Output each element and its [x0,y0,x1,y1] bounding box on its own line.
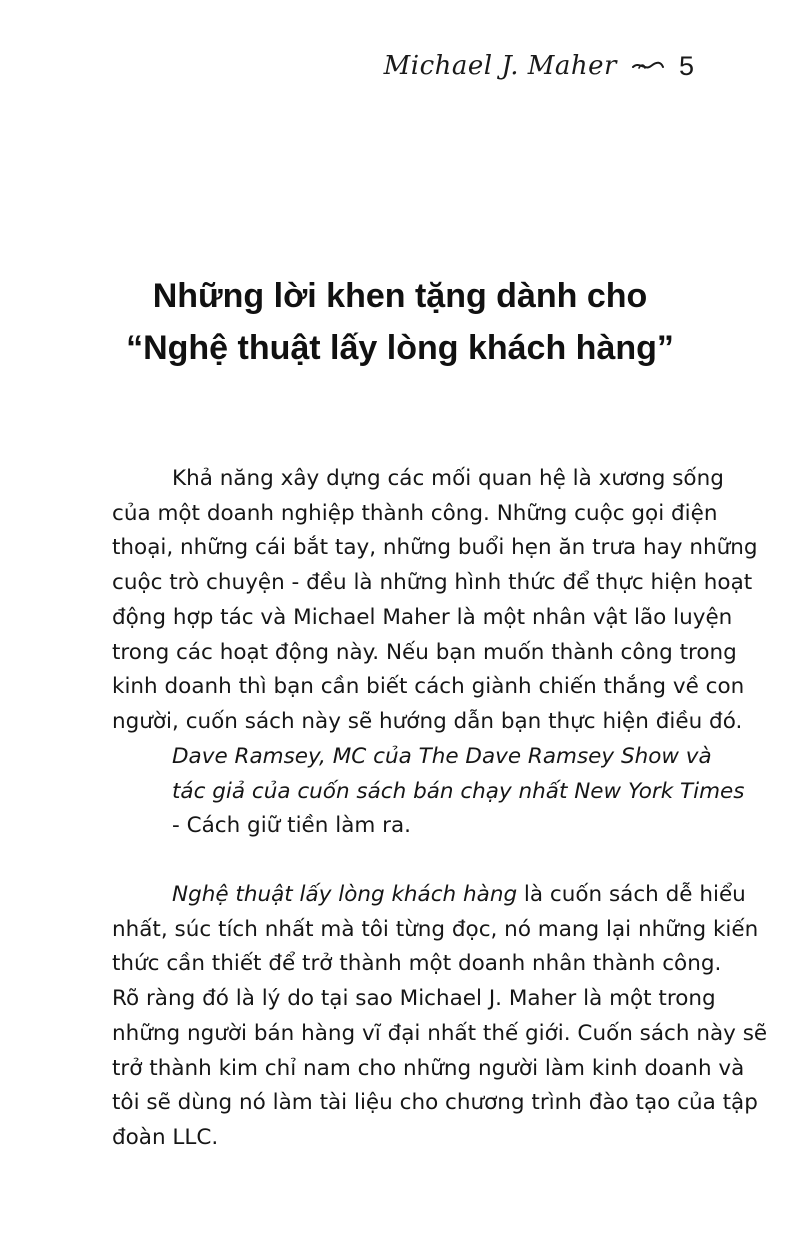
paragraph-line: trở thành kim chỉ nam cho những người làm kinh doanh và [112,1055,745,1081]
paragraph-line: những người bán hàng vĩ đại nhất thế giới. Cuốn sách này sẽ [112,1020,768,1046]
page-title [0,270,800,374]
paragraph-line: thức cần thiết để trở thành một doanh nhân thành công. [112,951,722,977]
title-line-1: Những lời khen tặng dành cho [152,277,648,315]
testimonial-attribution [172,740,745,844]
paragraph-line: Khả năng xây dựng các mối quan hệ là xương sống [172,466,724,491]
paragraph-line: động hợp tác và Michael Maher là một nhân vật lão luyện [112,604,733,630]
paragraph-line: Rõ ràng đó là lý do tại sao Michael J. Maher là một trong [112,986,716,1012]
attribution-line-2: tác giả của cuốn sách bán chạy nhất New York Times [172,778,745,804]
paragraph-line: cuộc trò chuyện - đều là những hình thức để thực hiện hoạt [112,570,753,596]
paragraph-line: tôi sẽ dùng nó làm tài liệu cho chương trình đào tạo của tập [112,1090,758,1116]
running-header [384,46,694,86]
attribution-line-3: - Cách giữ tiền làm ra. [172,813,412,839]
attribution-line-1: Dave Ramsey, MC của The Dave Ramsey Show và [172,744,712,769]
testimonial-paragraph-1 [112,462,758,740]
paragraph-line: đoàn LLC. [112,1124,219,1150]
paragraph-line-rest: là cuốn sách dễ hiểu [517,882,746,907]
title-line-2: “Nghệ thuật lấy lòng khách hàng” [126,329,674,367]
paragraph-line: người, cuốn sách này sẽ hướng dẫn bạn thực hiện điều đó. [112,708,743,734]
page-number: 5 [678,51,694,81]
paragraph-line: trong các hoạt động này. Nếu bạn muốn thành công trong [112,639,737,665]
paragraph-line: kinh doanh thì bạn cần biết cách giành chiến thắng về con [112,674,745,700]
book-title: Nghệ thuật lấy lòng khách hàng [172,882,518,907]
paragraph-line: của một doanh nghiệp thành công. Những cuộc gọi điện [112,500,718,526]
paragraph-line: nhất, súc tích nhất mà tôi từng đọc, nó mang lại những kiến [112,916,759,942]
testimonial-paragraph-2 [112,878,768,1156]
paragraph-line: thoại, những cái bắt tay, những buổi hẹn ăn trưa hay những [112,535,758,561]
header-author: Michael J. Maher [383,51,617,81]
paragraph-line [112,878,746,913]
flourish-ornament-icon [631,59,665,73]
